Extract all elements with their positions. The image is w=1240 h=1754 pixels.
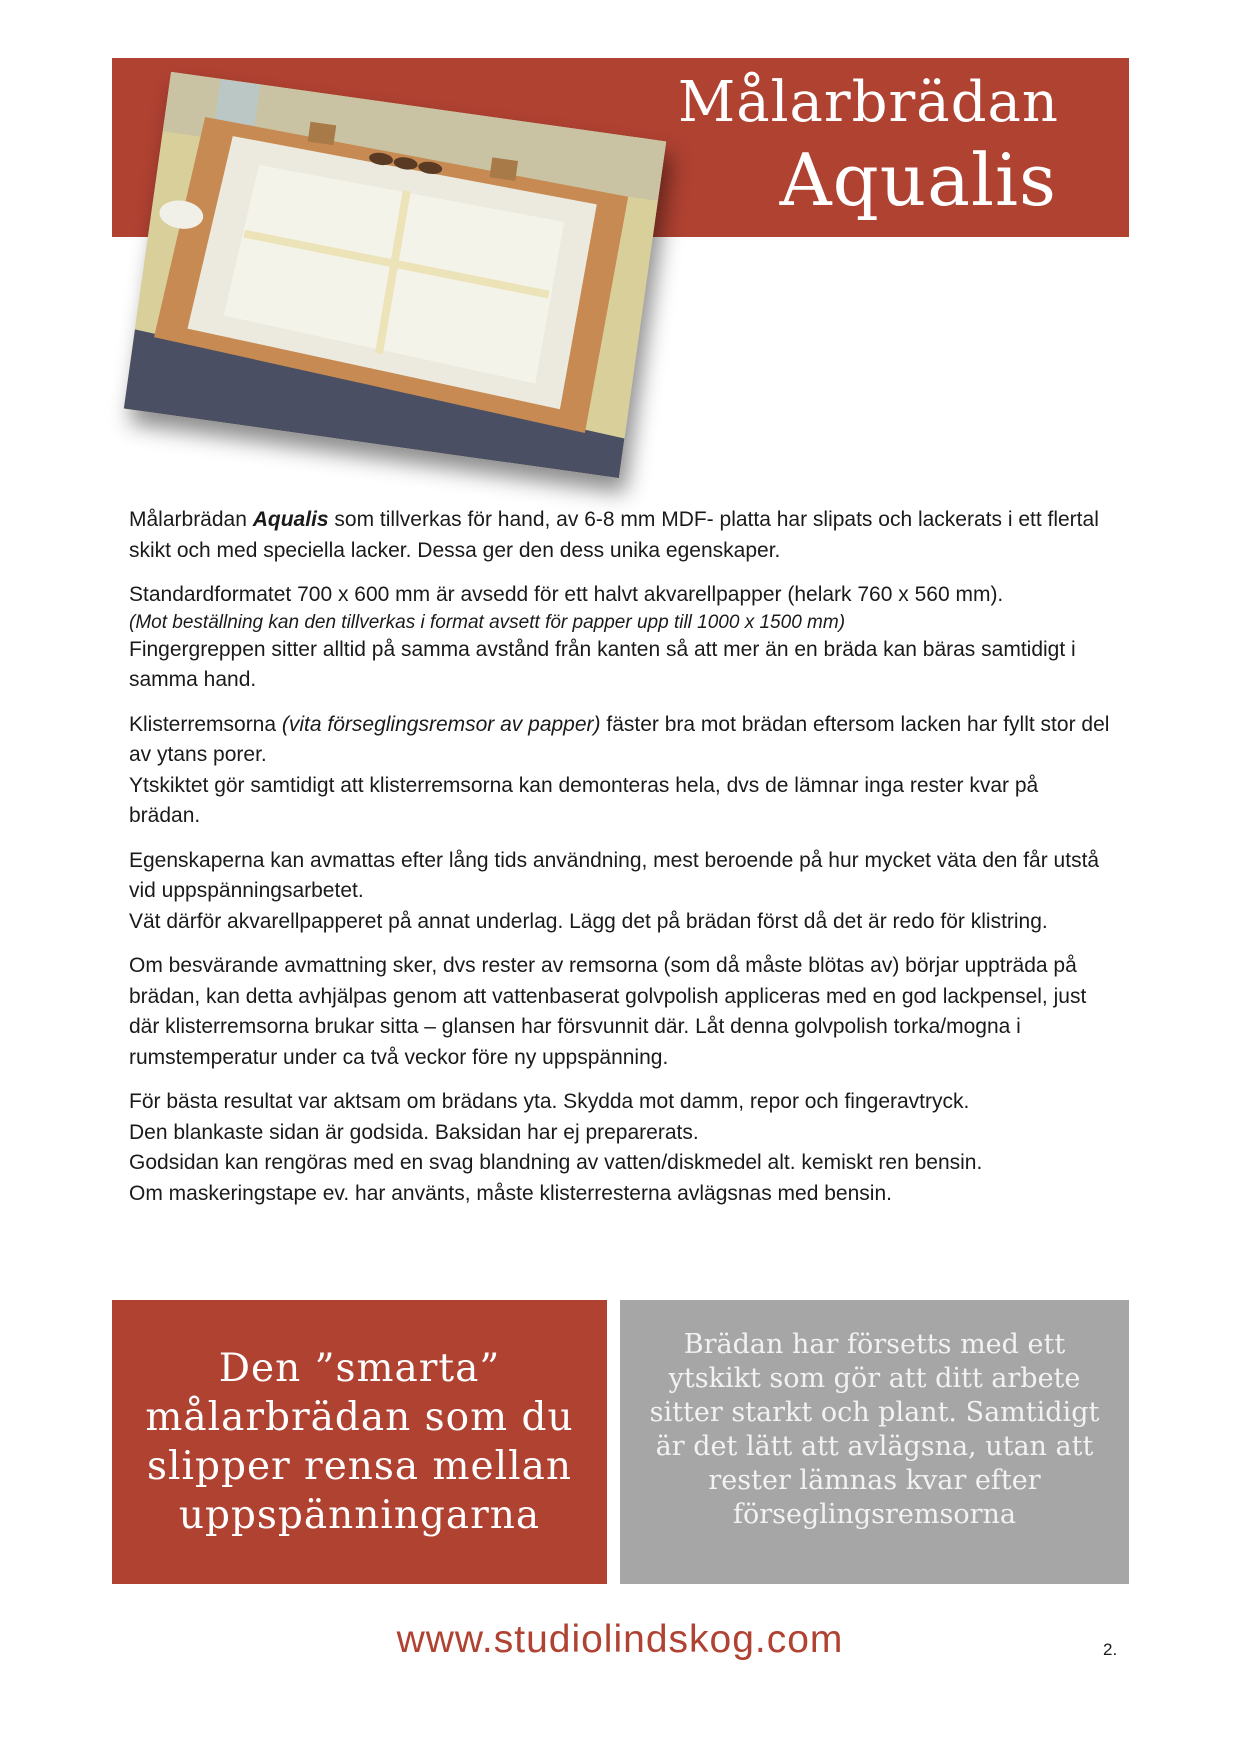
paragraph-format: Standardformatet 700 x 600 mm är avsedd för ett halvt akvarellpapper (helark 760 x 560 mm). (Mot beställning kan den tillverkas i format avsett för papper upp till 1000 x 1500 mm) Fingergreppen sitter alltid på samma avstånd från kanten så att mer än en bräda kan bäras samtidigt i samma hand. — [129, 580, 1114, 696]
page-title-line2: Aqualis — [779, 138, 1057, 222]
paragraph-wear: Egenskaperna kan avmattas efter lång tids användning, mest beroende på hur mycket väta den får utstå vid uppspänningsarbetet. Vät därför akvarellpapperet på annat underlag. Lägg det på brädan först då det är redo för klistring. — [129, 848, 1100, 933]
slogan-box — [112, 1300, 607, 1584]
drawing-board-photo — [124, 72, 666, 478]
format-note: (Mot beställning kan den tillverkas i format avsett för papper upp till 1000 x 1500 mm) — [129, 611, 846, 633]
info-text: Brädan har försetts med ett ytskikt som gör att ditt arbete sitter starkt och plant. Samtidigt är det lätt att avlägsna, utan att rester lämnas kvar efter förseglingsremsorna — [649, 1329, 1100, 1530]
body-text — [129, 505, 1114, 1223]
website-link[interactable]: www.studiolindskog.com — [396, 1618, 844, 1661]
paragraph-intro: Målarbrädan Aqualis som tillverkas för hand, av 6-8 mm MDF- platta har slipats och lackerats i ett flertal skikt och med speciella lacker. Dessa ger den dess unika egenskaper. — [129, 508, 1099, 562]
paragraph-care: För bästa resultat var aktsam om brädans yta. Skydda mot damm, repor och fingeravtryck. Den blankaste sidan är godsida. Baksidan har ej preparerats. Godsidan kan rengöras med en svag blandning av vatten/diskmedel alt. kemiskt ren bensin. Om maskeringstape ev. har använts, måste klisterresterna avlägsnas med bensin. — [129, 1090, 983, 1205]
product-name: Aqualis — [252, 508, 329, 531]
slogan-text: Den ”smarta” målarbrädan som du slipper rensa mellan uppspänningarna — [145, 1346, 574, 1538]
drawing-board-illustration — [124, 72, 666, 478]
page-title-line1: Målarbrädan — [677, 70, 1059, 135]
paragraph-restore: Om besvärande avmattning sker, dvs rester av remsorna (som då måste blötas av) börjar uppträda på brädan, kan detta avhjälpas genom att vattenbaserat golvpolish appliceras med en god lackpensel, just där klisterremsorna brukar sitta – glansen har försvunnit där. Låt denna golvpolish torka/mogna i rumstemperatur under ca två veckor före ny uppspänning. — [129, 954, 1087, 1069]
info-box — [620, 1300, 1129, 1584]
paragraph-strips: Klisterremsorna (vita förseglingsremsor av papper) fäster bra mot brädan eftersom lacken har fyllt stor del av ytans porer. Ytskiktet gör samtidigt att klisterremsorna kan demonteras hela, dvs de lämnar inga rester kvar på brädan. — [129, 712, 1110, 827]
page-number: 2. — [1103, 1640, 1118, 1659]
